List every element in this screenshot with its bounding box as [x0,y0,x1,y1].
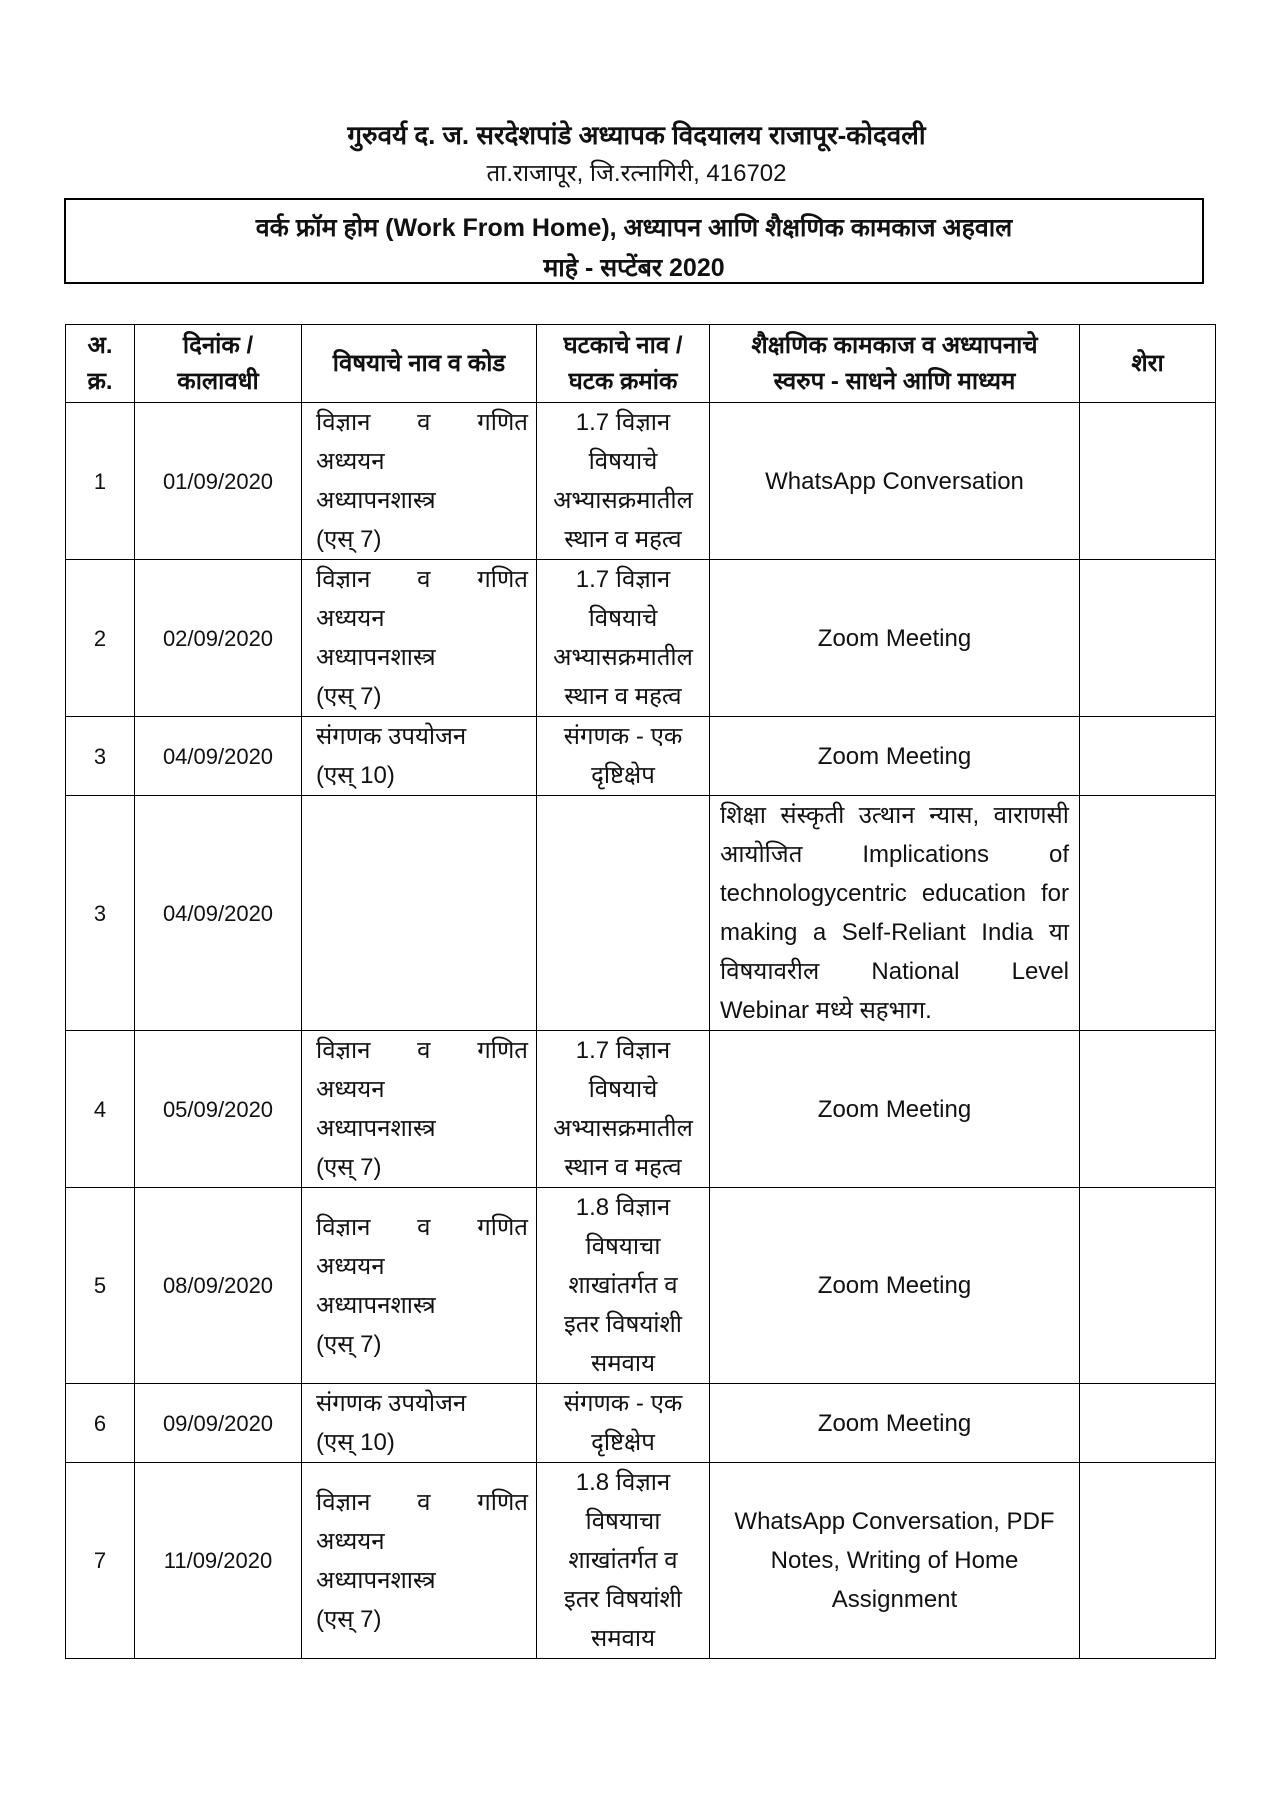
cell-work: Zoom Meeting [710,1384,1080,1463]
table-row [66,796,1216,1031]
cell-work: Zoom Meeting [710,560,1080,717]
cell-sr: 6 [66,1384,135,1463]
cell-remark [1080,717,1216,796]
header-work: शैक्षणिक कामकाज व अध्यापनाचे स्वरुप - साधने आणि माध्यम [710,325,1080,403]
header-date: दिनांक / कालावधी [135,325,302,403]
cell-unit: 1.8 विज्ञान विषयाचा शाखांतर्गत व इतर विषयांशी समवाय [537,1188,710,1384]
cell-subject: विज्ञान व गणित अध्ययन अध्यापनशास्त्र (एस् 7) [302,560,537,717]
cell-unit [537,796,710,1031]
table-row [66,717,1216,796]
cell-unit: 1.8 विज्ञान विषयाचा शाखांतर्गत व इतर विषयांशी समवाय [537,1463,710,1659]
header-row [66,325,1216,403]
cell-unit: 1.7 विज्ञान विषयाचे अभ्यासक्रमातील स्थान व महत्व [537,403,710,560]
report-title-box [64,198,1204,284]
cell-date: 05/09/2020 [135,1031,302,1188]
cell-remark [1080,1188,1216,1384]
cell-sr: 1 [66,403,135,560]
cell-work: Zoom Meeting [710,1188,1080,1384]
cell-sr: 3 [66,796,135,1031]
cell-remark [1080,1384,1216,1463]
cell-work: WhatsApp Conversation, PDF Notes, Writing of Home Assignment [710,1463,1080,1659]
table-row [66,1384,1216,1463]
cell-subject: संगणक उपयोजन (एस् 10) [302,717,537,796]
cell-sr: 7 [66,1463,135,1659]
cell-subject [302,796,537,1031]
cell-date: 04/09/2020 [135,717,302,796]
header-subject: विषयाचे नाव व कोड [302,325,537,403]
table-row [66,560,1216,717]
cell-sr: 4 [66,1031,135,1188]
cell-unit: 1.7 विज्ञान विषयाचे अभ्यासक्रमातील स्थान व महत्व [537,560,710,717]
table-row [66,1031,1216,1188]
cell-remark [1080,1031,1216,1188]
cell-unit: 1.7 विज्ञान विषयाचे अभ्यासक्रमातील स्थान व महत्व [537,1031,710,1188]
cell-work: WhatsApp Conversation [710,403,1080,560]
cell-subject: विज्ञान व गणित अध्ययन अध्यापनशास्त्र (एस् 7) [302,1463,537,1659]
cell-unit: संगणक - एक दृष्टिक्षेप [537,1384,710,1463]
cell-sr: 2 [66,560,135,717]
cell-date: 01/09/2020 [135,403,302,560]
cell-remark [1080,796,1216,1031]
header-remark: शेरा [1080,325,1216,403]
table-row [66,1188,1216,1384]
cell-date: 11/09/2020 [135,1463,302,1659]
cell-unit: संगणक - एक दृष्टिक्षेप [537,717,710,796]
cell-work: Zoom Meeting [710,717,1080,796]
cell-subject: संगणक उपयोजन (एस् 10) [302,1384,537,1463]
cell-subject: विज्ञान व गणित अध्ययन अध्यापनशास्त्र (एस् 7) [302,1188,537,1384]
cell-sr: 3 [66,717,135,796]
institution-address: ता.राजापूर, जि.रत्नागिरी, 416702 [486,160,787,187]
header-unit: घटकाचे नाव / घटक क्रमांक [537,325,710,403]
header-sr: अ. क्र. [66,325,135,403]
cell-work: Zoom Meeting [710,1031,1080,1188]
cell-date: 04/09/2020 [135,796,302,1031]
cell-work: शिक्षा संस्कृती उत्थान न्यास, वाराणसी आयोजित Implications of technologycentric education for making a Self-Reliant India या विषयावरील National Level Webinar मध्ये सहभाग. [710,796,1080,1031]
institution-name: गुरुवर्य द. ज. सरदेशपांडे अध्यापक विदयालय राजापूर-कोदवली [347,120,926,150]
table-row [66,1463,1216,1659]
cell-subject: विज्ञान व गणित अध्ययन अध्यापनशास्त्र (एस् 7) [302,403,537,560]
cell-remark [1080,403,1216,560]
cell-date: 08/09/2020 [135,1188,302,1384]
cell-sr: 5 [66,1188,135,1384]
cell-remark [1080,560,1216,717]
table-row [66,403,1216,560]
report-table [65,324,1216,1659]
cell-date: 02/09/2020 [135,560,302,717]
report-title: वर्क फ्रॉम होम (Work From Home), अध्यापन आणि शैक्षणिक कामकाज अहवाल [255,214,1013,242]
cell-subject: विज्ञान व गणित अध्ययन अध्यापनशास्त्र (एस् 7) [302,1031,537,1188]
report-month: माहे - सप्टेंबर 2020 [543,254,725,282]
cell-date: 09/09/2020 [135,1384,302,1463]
cell-remark [1080,1463,1216,1659]
